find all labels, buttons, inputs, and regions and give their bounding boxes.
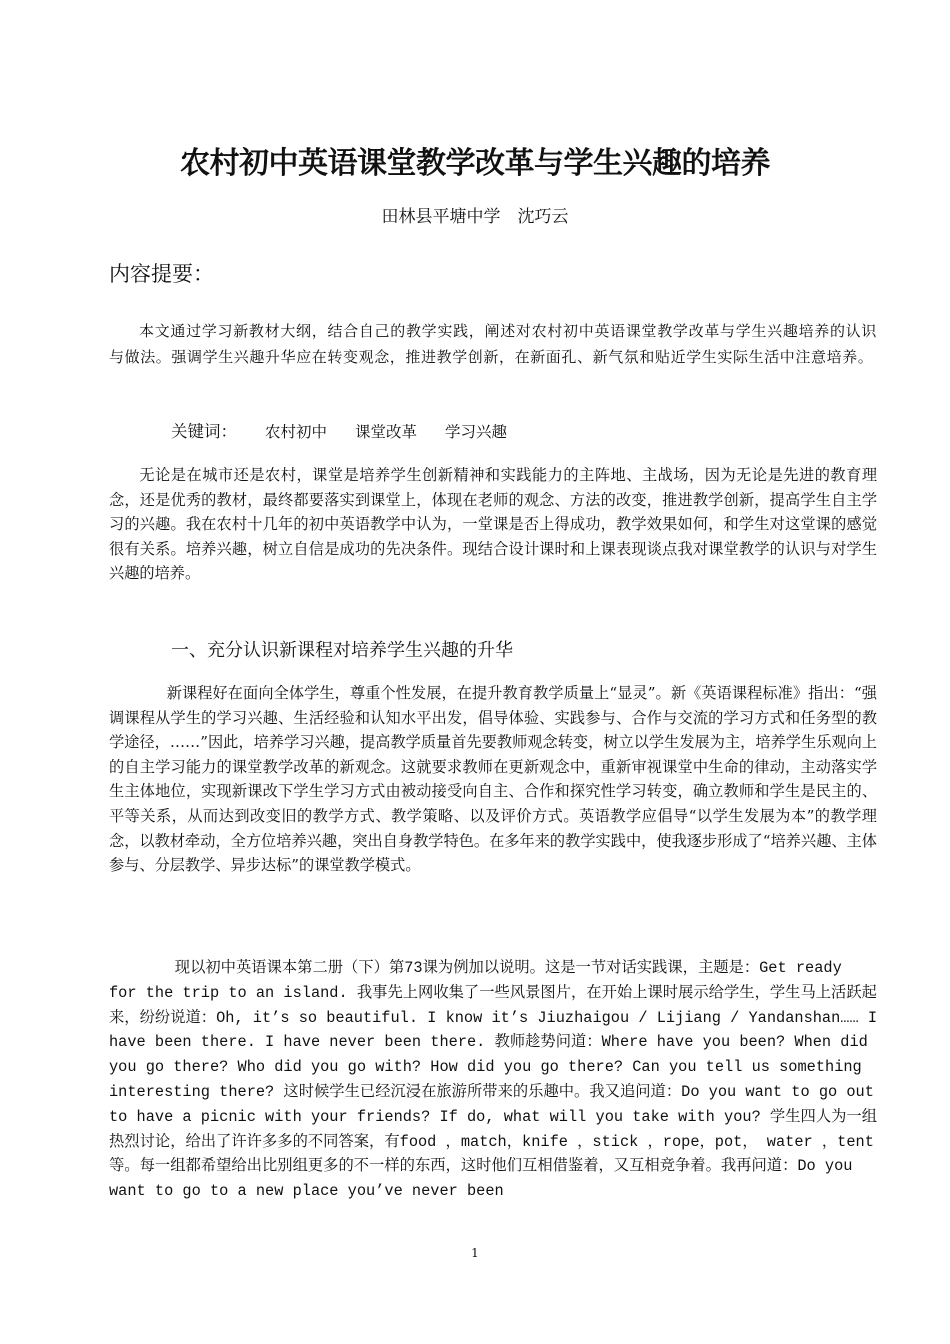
section-heading: 一、充分认识新课程对培养学生兴趣的升华 xyxy=(171,640,513,661)
intro-paragraph: 无论是在城市还是农村，课堂是培养学生创新精神和实践能力的主阵地、主战场，因为无论是先进的教育理念，还是优秀的教材，最终都要落实到课堂上，体现在老师的观念、方法的改变，推进教学创新，提高学生自主学习的兴趣。我在农村十几年的初中英语教学中认为，一堂课是否上得成功，教学效果如何，和学生对这堂课的感觉很有关系。培养兴趣，树立自信是成功的先决条件。现结合设计课时和上课表现谈点我对课堂教学的认识与对学生兴趣的培养。 xyxy=(109,466,877,583)
abstract-paragraph: 本文通过学习新教材大纲，结合自己的教学实践，阐述对农村初中英语课堂教学改革与学生兴趣培养的认识与做法。强调学生兴趣升华应在转变观念，推进教学创新，在新面孔、新气氛和贴近学生实际生活中注意培养。 xyxy=(109,322,877,366)
keywords-line xyxy=(171,418,507,442)
keyword-item: 农村初中 xyxy=(265,423,328,441)
abstract-heading: 内容提要： xyxy=(109,262,214,286)
page-number: 1 xyxy=(471,1246,479,1260)
author-line: 田林县平塘中学 沈巧云 xyxy=(381,207,569,227)
keyword-item: 课堂改革 xyxy=(355,423,418,441)
keyword-item: 学习兴趣 xyxy=(445,423,508,441)
keywords-label: 关键词： xyxy=(171,422,237,441)
document-title: 农村初中英语课堂教学改革与学生兴趣的培养 xyxy=(180,146,770,181)
body-paragraph: 现以初中英语课本第二册（下）第73课为例加以说明。这是一节对话实践课，主题是：Get ready for the trip to an island. 我事先上网收集了一些风景图片，在开始上课时展示给学生，学生马上活跃起来，纷纷说道：Oh, it’s so beautiful. I know it’s Jiuzhaigou / Lijiang / Yandanshan…… I have been there. I have never been there. 教师趁势问道：Where have you been? When did you go there? Who did you go with? How did you go there? Can you tell us something interesting there? 这时候学生已经沉浸在旅游所带来的乐趣中。我又追问道：Do you want to go out to have a picnic with your friends? If do, what will you take with you? 学生四人为一组热烈讨论，给出了许许多多的不同答案，有food ，match，knife ，stick ，rope，pot， water ，tent 等。每一组都希望给出比别组更多的不一样的东西，这时他们互相借鉴着，又互相竞争着。我再问道：Do you want to go to a new place you’ve never been xyxy=(109,959,878,1201)
body-paragraph: 新课程好在面向全体学生，尊重个性发展，在提升教育教学质量上“显灵”。新《英语课程标准》指出：“强调课程从学生的学习兴趣、生活经验和认知水平出发，倡导体验、实践参与、合作与交流的学习方式和任务型的教学途径，……”因此，培养学习兴趣，提高教学质量首先要教师观念转变，树立以学生发展为主，培养学生乐观向上的自主学习能力的课堂教学改革的新观念。这就要求教师在更新观念中，重新审视课堂中生命的律动，主动落实学生主体地位，实现新课改下学生学习方式由被动接受向自主、合作和探究性学习转变，确立教师和学生是民主的、平等关系，从而达到改变旧的教学方式、教学策略、以及评价方式。英语教学应倡导“以学生发展为本”的教学理念，以教材牵动，全方位培养兴趣，突出自身教学特色。在多年来的教学实践中，使我逐步形成了“培养兴趣、主体参与、分层教学、异步达标”的课堂教学模式。 xyxy=(109,684,877,875)
